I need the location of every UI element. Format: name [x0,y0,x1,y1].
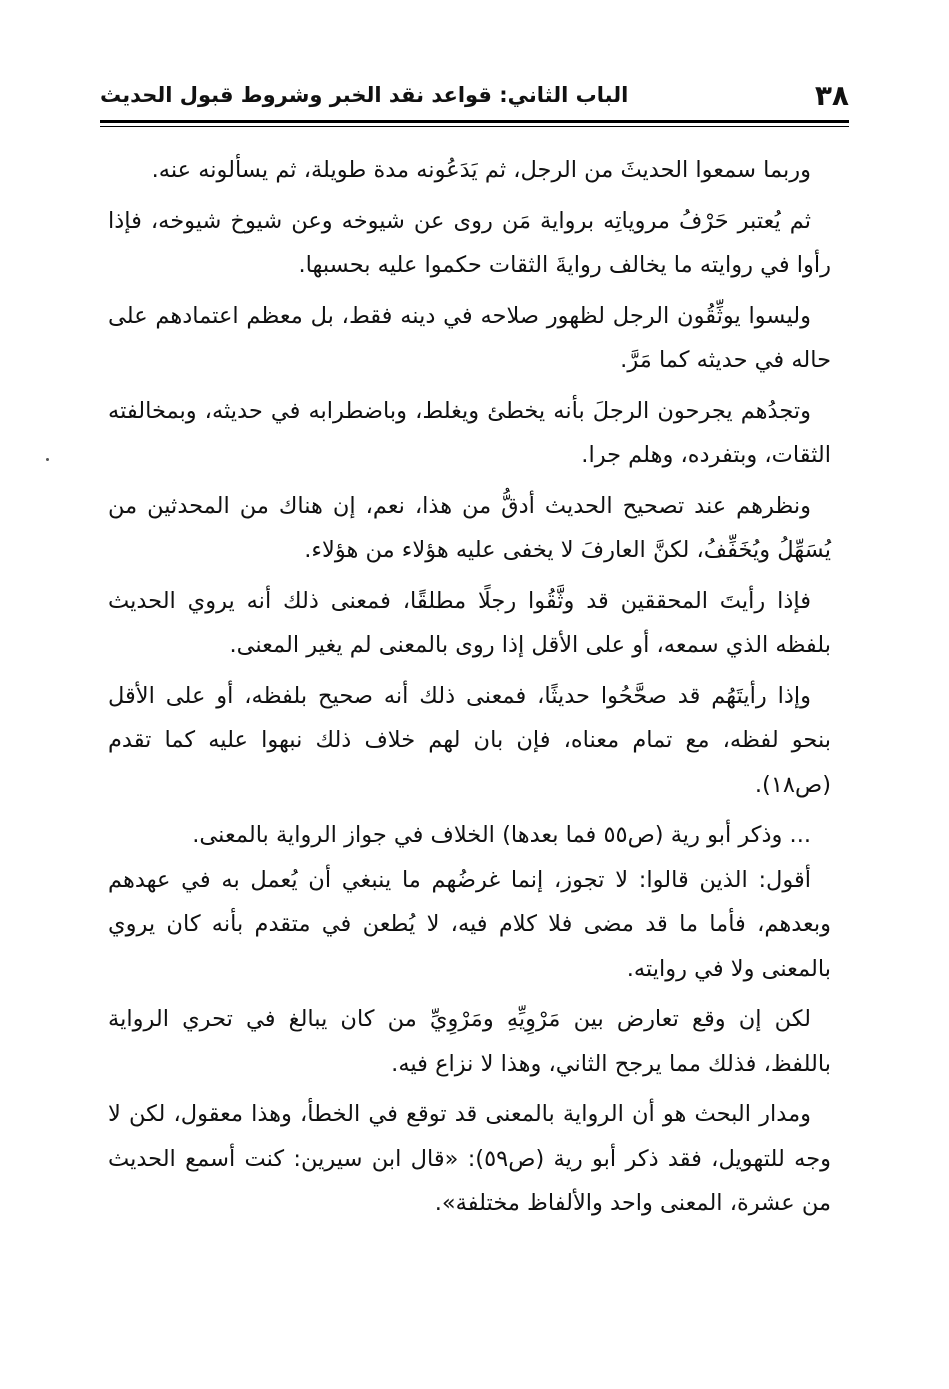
page-number: ٣٨ [814,78,849,112]
paragraph-9: أقول: الذين قالوا: لا تجوز، إنما غرضُهم ما ينبغي أن يُعمل به في عهدهم وبعدهم، فأما ما قد مضى فلا كلام فيه، لا يُطعن في متقدم بأنه كان يروي بالمعنى ولا في روايته. [108,866,831,982]
paragraph-1: وربما سمعوا الحديثَ من الرجل، ثم يَدَعُونه مدة طويلة، ثم يسألونه عنه. [151,157,811,183]
page-header [100,72,849,118]
paragraph-6: فإذا رأيتَ المحققين قد وثَّقُوا رجلًا مطلقًا، فمعنى ذلك أنه يروي الحديث بلفظه الذي سمعه، أو على الأقل إذا روى بالمعنى لم يغير المعنى. [108,587,831,658]
page-body [108,148,831,1232]
paragraph-8: ... وذكر أبو رية (ص٥٥ فما بعدها) الخلاف في جواز الرواية بالمعنى. [192,822,811,848]
header-rule-thick [100,120,849,123]
paragraph-10: لكن إن وقع تعارض بين مَرْوِيِّهِ ومَرْوِيِّ من كان يبالغ في تحري الرواية باللفظ، فذلك مما يرجح الثاني، وهذا لا نزاع فيه. [108,1006,831,1077]
paragraph-5: ونظرهم عند تصحيح الحديث أدقُّ من هذا، نعم، إن هناك من المحدثين من يُسَهِّلُ ويُخَفِّفُ، لكنَّ العارفَ لا يخفى عليه هؤلاء من هؤلاء. [108,492,831,563]
paragraph-11: ومدار البحث هو أن الرواية بالمعنى قد توقع في الخطأ، وهذا معقول، لكن لا وجه للتهويل، فقد ذكر أبو رية (ص٥٩): «قال ابن سيرين: كنت أسمع الحديث من عشرة، المعنى واحد والألفاظ مختلفة». [108,1101,831,1216]
paragraph-2: ثم يُعتبر حَرْفُ مروياتِه برواية مَن روى عن شيوخه وعن شيوخ شيوخه، فإذا رأوا في روايته ما يخالف روايةَ الثقات حكموا عليه بحسبها. [108,207,831,278]
chapter-title: الباب الثاني: قواعد نقد الخبر وشروط قبول الحديث [100,83,629,107]
paragraph-4: وتجدُهم يجرحون الرجلَ بأنه يخطئ ويغلط، وباضطرابه في حديثه، وبمخالفته الثقات، وبتفرده، وهلم جرا. [108,397,831,468]
paragraph-3: وليسوا يوثِّقُون الرجل لظهور صلاحه في دينه فقط، بل معظم اعتمادهم على حاله في حديثه كما مَرَّ. [108,302,831,373]
paragraph-7: وإذا رأيتَهُم قد صحَّحُوا حديثًا، فمعنى ذلك أنه صحيح بلفظه، أو على الأقل بنحو لفظه، مع تمام معناه، فإن بان لهم خلاف ذلك نبهوا عليه كما تقدم (ص١٨). [108,682,831,798]
scan-speck [46,458,49,461]
header-rule-thin [100,126,849,127]
